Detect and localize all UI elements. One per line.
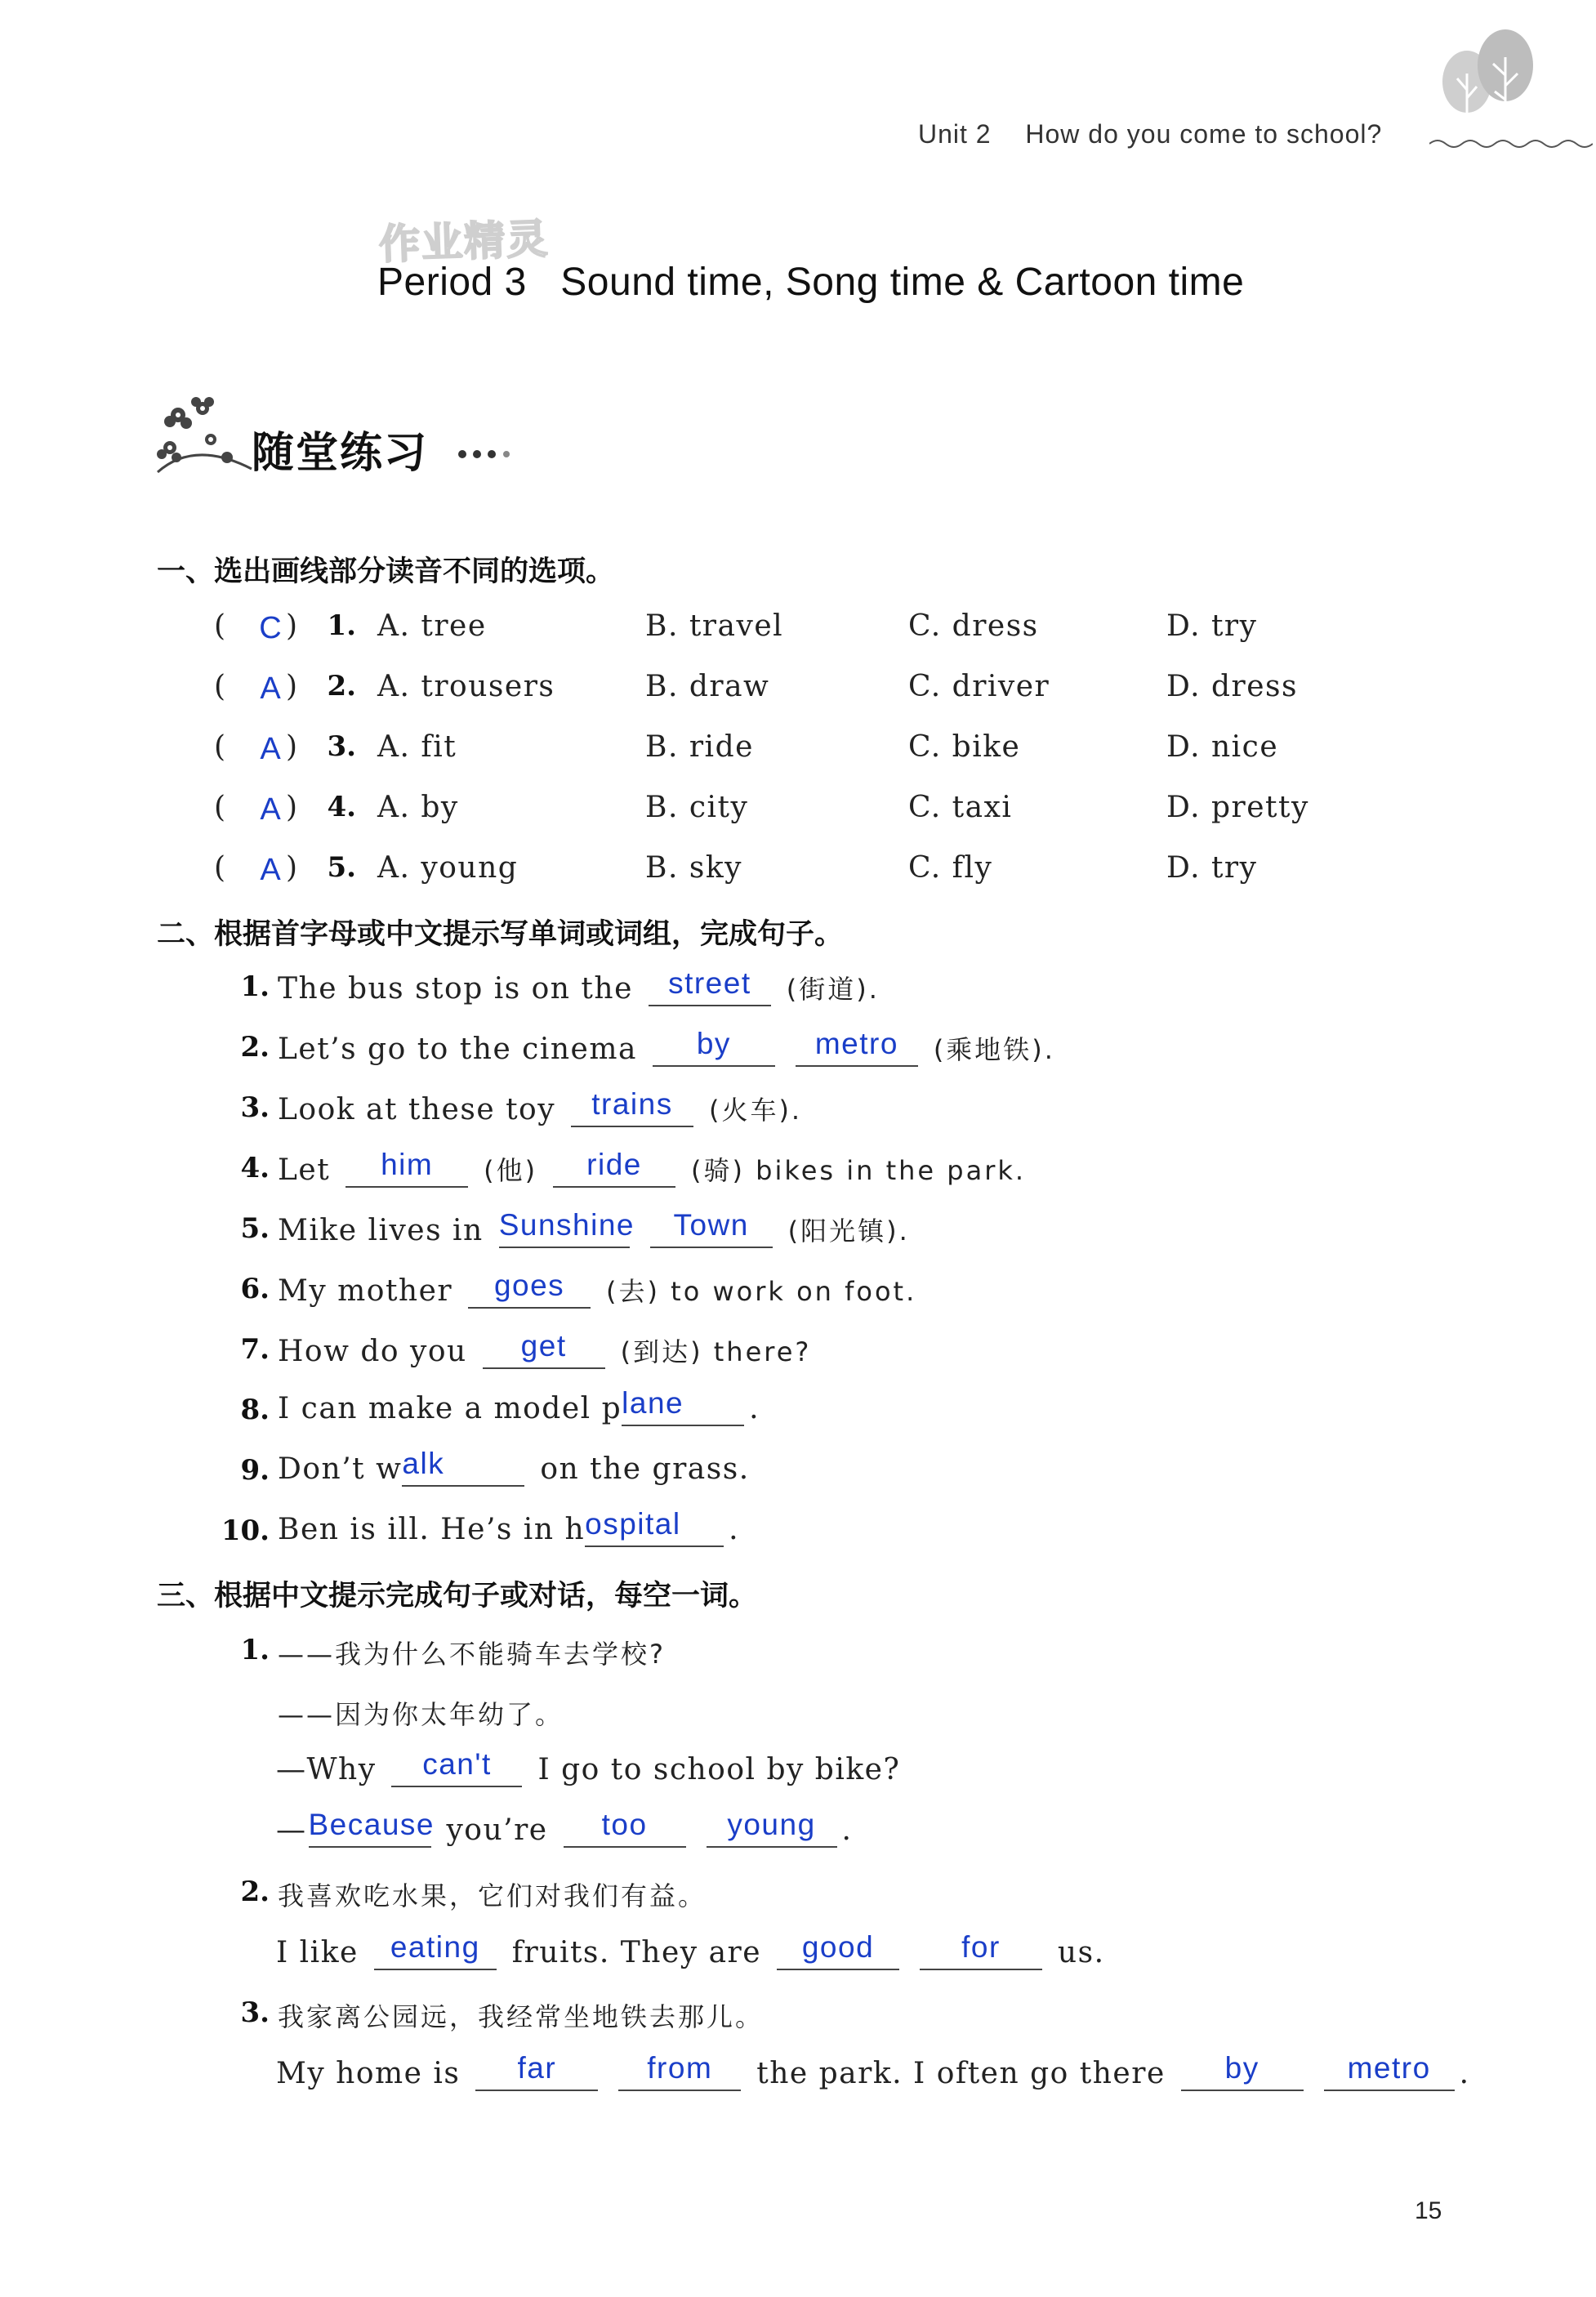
s2-q6-text: My mother xyxy=(278,1274,453,1308)
s2-q2-hint: (乘地铁). xyxy=(933,1034,1055,1065)
s3-q1-l2-blank-1 xyxy=(308,1808,435,1848)
s1-option-a: A. tree xyxy=(377,609,487,643)
s3-q2-blank-1 xyxy=(374,1930,497,1970)
s2-q6-blank xyxy=(468,1269,591,1309)
s3-q1-l1-end: I go to school by bike? xyxy=(537,1753,901,1786)
s1-option-b: B. travel xyxy=(645,609,784,643)
s3-q1-l2-answer-1: Because xyxy=(308,1808,435,1841)
s2-q8-blank xyxy=(622,1386,744,1426)
page-number: 15 xyxy=(1415,2197,1442,2224)
s1-number: 5. xyxy=(327,851,356,884)
s2-q3-hint: (火车). xyxy=(708,1095,803,1126)
s2-q7-text: How do you xyxy=(278,1335,467,1368)
s2-q4-line xyxy=(278,1150,1026,1188)
s1-option-d: D. try xyxy=(1166,609,1258,643)
s2-q8-end: . xyxy=(749,1392,760,1425)
s3-q1-number: 1. xyxy=(240,1634,270,1666)
s2-q5-blank-1 xyxy=(498,1208,635,1248)
s1-answer: A xyxy=(260,732,281,766)
s3-q3-line xyxy=(276,2051,1470,2091)
wave-decoration-icon xyxy=(1429,137,1593,150)
s2-q3-text: Look at these toy xyxy=(278,1093,556,1126)
s2-q4-text: Let xyxy=(278,1153,331,1187)
s2-q2-number: 2. xyxy=(240,1031,270,1064)
s3-q2-text-2: fruits. They are xyxy=(511,1936,762,1969)
s1-number: 3. xyxy=(327,730,356,763)
s3-q3-answer-2: from xyxy=(647,2051,713,2085)
s1-answer-paren: ( ) xyxy=(214,670,298,703)
s2-q5-text: Mike lives in xyxy=(278,1214,484,1247)
s1-option-d: D. pretty xyxy=(1166,791,1309,824)
s1-answer-paren: ( ) xyxy=(214,609,298,643)
s2-q2-text: Let’s go to the cinema xyxy=(278,1033,637,1066)
s3-q1-l1-answer: can't xyxy=(422,1747,492,1781)
s3-q3-blank-3 xyxy=(1181,2051,1304,2091)
s3-q3-number: 3. xyxy=(240,1996,270,2029)
s2-q7-hint: (到达) there? xyxy=(620,1336,812,1367)
s3-q1-line-1 xyxy=(276,1747,901,1787)
s2-q7-number: 7. xyxy=(240,1333,270,1366)
dots-decoration-icon xyxy=(456,439,537,464)
s1-option-a: A. trousers xyxy=(377,670,555,703)
s3-q1-l2-end: . xyxy=(841,1813,853,1847)
s2-q5-number: 5. xyxy=(240,1212,270,1245)
s2-q5-hint: (阳光镇). xyxy=(787,1215,910,1247)
s1-option-c: C. taxi xyxy=(908,791,1013,824)
s2-q6-hint: (去) to work on foot. xyxy=(606,1276,917,1307)
s2-q8-answer: lane xyxy=(622,1386,684,1420)
s2-q2-blank-2 xyxy=(796,1027,918,1067)
s1-answer-paren: ( ) xyxy=(214,851,298,885)
s2-q2-answer-1: by xyxy=(696,1027,731,1060)
s2-q3-line xyxy=(278,1087,803,1127)
section-2-title: 二、根据首字母或中文提示写单词或词组，完成句子。 xyxy=(157,918,844,951)
s2-q9-end: on the grass. xyxy=(540,1452,750,1486)
s1-answer-paren: ( ) xyxy=(214,730,298,764)
s3-q1-chinese-1: ——我为什么不能骑车去学校? xyxy=(278,1639,666,1670)
s3-q2-answer-1: eating xyxy=(390,1930,480,1964)
s2-q1-line xyxy=(278,966,880,1006)
s3-q3-answer-4: metro xyxy=(1347,2051,1431,2085)
s2-q10-number: 10. xyxy=(221,1514,270,1547)
s3-q3-text-1: My home is xyxy=(276,2057,461,2090)
s3-q2-blank-3 xyxy=(920,1930,1042,1970)
s2-q1-blank xyxy=(649,966,771,1006)
s2-q10-answer: ospital xyxy=(585,1507,681,1541)
s3-q3-text-2: the park. I often go there xyxy=(756,2057,1166,2090)
s1-option-a: A. by xyxy=(377,791,459,824)
section-1-title: 一、选出画线部分读音不同的选项。 xyxy=(157,555,615,588)
s3-q2-text-1: I like xyxy=(276,1936,359,1969)
s1-option-d: D. nice xyxy=(1166,730,1279,764)
s2-q8-line xyxy=(278,1386,760,1426)
s3-q2-answer-2: good xyxy=(801,1930,875,1964)
s3-q1-l1-blank xyxy=(391,1747,522,1787)
s2-q5-line xyxy=(278,1208,910,1248)
s2-q3-answer: trains xyxy=(591,1087,673,1121)
s3-q1-line-2 xyxy=(276,1808,853,1848)
s1-answer: A xyxy=(260,792,281,827)
s1-option-c: C. fly xyxy=(908,851,993,885)
s3-q1-l2-blank-2 xyxy=(564,1808,686,1848)
s1-option-b: B. sky xyxy=(645,851,742,885)
s3-q3-blank-2 xyxy=(618,2051,741,2091)
header-unit: Unit 2 xyxy=(918,119,992,149)
s2-q4-blank-1 xyxy=(346,1148,468,1188)
s2-q1-hint: (街道). xyxy=(786,974,880,1005)
s2-q3-blank xyxy=(571,1087,693,1127)
s2-q2-blank-1 xyxy=(653,1027,775,1067)
s2-q10-text: Ben is ill. He’s in h xyxy=(278,1513,586,1546)
s3-q2-line xyxy=(276,1930,1105,1970)
s1-option-b: B. draw xyxy=(645,670,770,703)
s2-q10-end: . xyxy=(729,1513,740,1546)
s2-q4-answer-1: him xyxy=(381,1148,434,1181)
s3-q2-answer-3: for xyxy=(961,1930,1001,1964)
s2-q10-line xyxy=(278,1507,740,1547)
s1-number: 2. xyxy=(327,670,356,702)
s1-option-a: A. young xyxy=(377,851,519,885)
s3-q1-chinese-2: ——因为你太年幼了。 xyxy=(278,1699,564,1730)
s2-q4-answer-2: ride xyxy=(586,1148,642,1181)
s2-q7-answer: get xyxy=(520,1329,567,1363)
s2-q6-answer: goes xyxy=(493,1269,565,1302)
s3-q1-l2-dash: — xyxy=(276,1813,307,1847)
s2-q6-number: 6. xyxy=(240,1273,270,1305)
s2-q8-text: I can make a model p xyxy=(278,1392,622,1425)
s3-q3-blank-4 xyxy=(1324,2051,1455,2091)
s2-q1-answer: street xyxy=(668,966,751,1000)
period-title: Period 3 Sound time, Song time & Cartoon time xyxy=(377,261,1245,304)
header xyxy=(918,119,1382,149)
s1-option-b: B. city xyxy=(645,791,749,824)
s1-option-a: A. fit xyxy=(377,730,457,764)
s3-q1-l2-blank-3 xyxy=(707,1808,837,1848)
s2-q3-number: 3. xyxy=(240,1091,270,1124)
s3-q3-blank-1 xyxy=(475,2051,598,2091)
s3-q2-number: 2. xyxy=(240,1876,270,1908)
s1-answer: C xyxy=(259,611,282,645)
s3-q3-chinese: 我家离公园远，我经常坐地铁去那儿。 xyxy=(278,2001,765,2032)
s2-q10-blank xyxy=(585,1507,724,1547)
s2-q4-hint-1: (他) xyxy=(484,1155,538,1186)
s2-q9-line xyxy=(278,1447,750,1487)
s3-q1-l2-answer-3: young xyxy=(727,1808,816,1841)
tree-logo-icon xyxy=(1428,25,1550,131)
s2-q8-number: 8. xyxy=(240,1394,270,1426)
header-title: How do you come to school? xyxy=(1025,119,1383,149)
section-3-title: 三、根据中文提示完成句子或对话，每空一词。 xyxy=(157,1580,758,1612)
s1-answer-paren: ( ) xyxy=(214,791,298,824)
s2-q4-hint-2: (骑) bikes in the park. xyxy=(690,1155,1027,1186)
watermark: 作业精灵 xyxy=(378,215,551,269)
s2-q6-line xyxy=(278,1271,916,1309)
s2-q9-blank xyxy=(402,1447,524,1487)
s1-answer: A xyxy=(260,853,281,887)
s1-answer: A xyxy=(260,671,281,706)
s1-option-d: D. try xyxy=(1166,851,1258,885)
s2-q2-line xyxy=(278,1029,1055,1067)
s3-q2-blank-2 xyxy=(777,1930,899,1970)
s2-q5-answer-2: Town xyxy=(673,1208,749,1242)
s2-q4-blank-2 xyxy=(553,1148,675,1188)
s1-number: 1. xyxy=(327,609,356,642)
s3-q2-chinese: 我喜欢吃水果，它们对我们有益。 xyxy=(278,1880,707,1911)
section-badge-text: 随堂练习 xyxy=(252,429,429,478)
s3-q3-answer-1: far xyxy=(517,2051,557,2085)
s1-option-c: C. driver xyxy=(908,670,1050,703)
s2-q9-text: Don’t w xyxy=(278,1452,403,1486)
s3-q1-l1-text: —Why xyxy=(276,1753,377,1786)
s2-q7-line xyxy=(278,1331,811,1369)
s2-q1-text: The bus stop is on the xyxy=(278,972,633,1006)
s1-option-b: B. ride xyxy=(645,730,754,764)
s2-q5-blank-2 xyxy=(650,1208,773,1248)
s1-option-d: D. dress xyxy=(1166,670,1298,703)
s1-number: 4. xyxy=(327,791,356,823)
s3-q3-end: . xyxy=(1459,2057,1470,2090)
s2-q9-number: 9. xyxy=(240,1454,270,1487)
s3-q1-l2-answer-2: too xyxy=(601,1808,648,1841)
flower-decoration-icon xyxy=(154,390,260,480)
s3-q2-text-3: us. xyxy=(1057,1936,1105,1969)
s1-option-c: C. bike xyxy=(908,730,1021,764)
s1-option-c: C. dress xyxy=(908,609,1039,643)
s3-q3-answer-3: by xyxy=(1224,2051,1259,2085)
s2-q2-answer-2: metro xyxy=(814,1027,898,1060)
s2-q1-number: 1. xyxy=(240,970,270,1003)
s2-q7-blank xyxy=(483,1329,605,1369)
s2-q4-number: 4. xyxy=(240,1152,270,1184)
s3-q1-l2-text: you’re xyxy=(446,1813,548,1847)
s2-q9-answer: alk xyxy=(402,1447,445,1480)
s2-q5-answer-1: Sunshine xyxy=(498,1208,635,1242)
section-badge xyxy=(154,390,562,480)
